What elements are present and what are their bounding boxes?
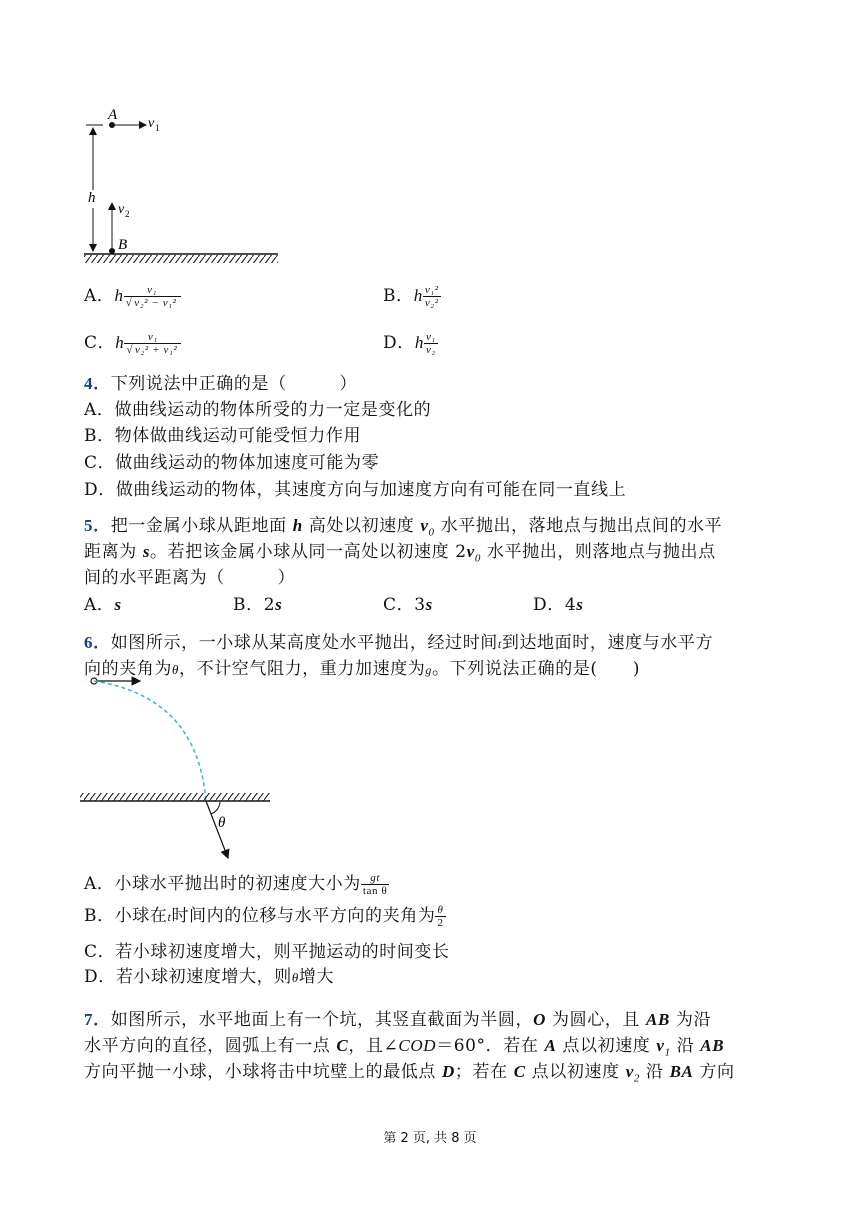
q6-option-a: A．小球水平抛出时的初速度大小为 $\frac{gt}{\text{tan θ}}$	[84, 872, 388, 897]
q4-option-b: B．物体做曲线运动可能受恒力作用	[84, 426, 362, 446]
point-b-label: B	[118, 237, 128, 253]
v1-sub: 1	[155, 123, 160, 133]
q5-option-c: C．3s	[383, 595, 433, 615]
h-label: h	[88, 190, 96, 206]
q6-option-d: D．若小球初速度增大，则θ增大	[84, 967, 335, 987]
q5-line-3: 间的水平距离为（ ）	[84, 568, 296, 588]
v2-sub: 2	[125, 209, 130, 219]
q5-line-1: 5．把一金属小球从距地面 h 高处以初速度 $v_0$ 水平抛出，落地点与抛出点间的水平	[84, 516, 723, 539]
ground-hatch	[84, 255, 278, 263]
q6-option-c: C．若小球初速度增大，则平抛运动的时间变长	[84, 942, 450, 962]
q7-line-1: 7．如图所示，水平地面上有一个坑，其竖直截面为半圆，O 为圆心，且 AB 为沿	[84, 1010, 712, 1030]
v1-label: v	[148, 116, 155, 131]
ground-hatch	[80, 793, 270, 801]
q4-option-c: C．做曲线运动的物体加速度可能为零	[84, 453, 380, 473]
q5-line-2: 距离为 s。若把该金属小球从同一高处以初速度 $2v_0$ 水平抛出，则落地点与抛出点	[84, 542, 716, 565]
q5-option-b: B．2s	[233, 595, 283, 615]
q4-option-a: A．做曲线运动的物体所受的力一定是变化的	[84, 400, 432, 420]
q3-option-b: B．h $\frac{\text{v₁²}}{\text{v₂²}}$	[383, 284, 439, 309]
q6-line-2: 向的夹角为θ，不计空气阻力，重力加速度为g。下列说法正确的是( )	[84, 659, 641, 679]
q4-option-d: D．做曲线运动的物体，其速度方向与加速度方向有可能在同一直线上	[84, 480, 627, 500]
q5-option-d: D．4s	[533, 595, 584, 615]
trajectory-curve	[94, 681, 206, 802]
figure-projectile-trajectory	[78, 672, 278, 867]
v2-label: v	[118, 202, 125, 217]
point-b	[109, 248, 115, 254]
figure-projectile-a-b	[78, 105, 288, 270]
q7-line-3: 方向平抛一小球，小球将击中坑壁上的最低点 D；若在 C 点以初速度 $v_2$ 沿 BA 方向	[84, 1062, 735, 1085]
theta-label: θ	[218, 815, 226, 831]
q6-option-b: B．小球在t时间内的位移与水平方向的夹角为 $\frac{\theta}{2}$	[84, 904, 444, 929]
angle-arc	[211, 802, 220, 814]
q3-option-c: C．h $\frac{\text{v₁}}{\text{√ v₂² + v₁²}}$	[84, 331, 181, 356]
q4-stem: 4．下列说法中正确的是（ ）	[84, 374, 358, 394]
q7-line-2: 水平方向的直径，圆弧上有一点 C，且∠COD＝60°．若在 A 点以初速度 $v_1$ 沿 AB	[84, 1036, 725, 1059]
point-a-label: A	[108, 107, 118, 123]
q3-option-a: A．h $\frac{\text{v₁}}{\text{√ v₂² − v₁²}}$	[84, 284, 181, 309]
q6-line-1: 6．如图所示，一小球从某高度处水平抛出，经过时间t到达地面时，速度与水平方	[84, 633, 714, 653]
page-footer: 第 2 页, 共 8 页	[383, 1131, 477, 1146]
q4-number: 4．	[84, 374, 111, 393]
q3-option-d: D．h $\frac{\text{v₁}}{\text{v₂}}$	[383, 331, 436, 356]
q5-option-a: A．s	[84, 595, 122, 615]
